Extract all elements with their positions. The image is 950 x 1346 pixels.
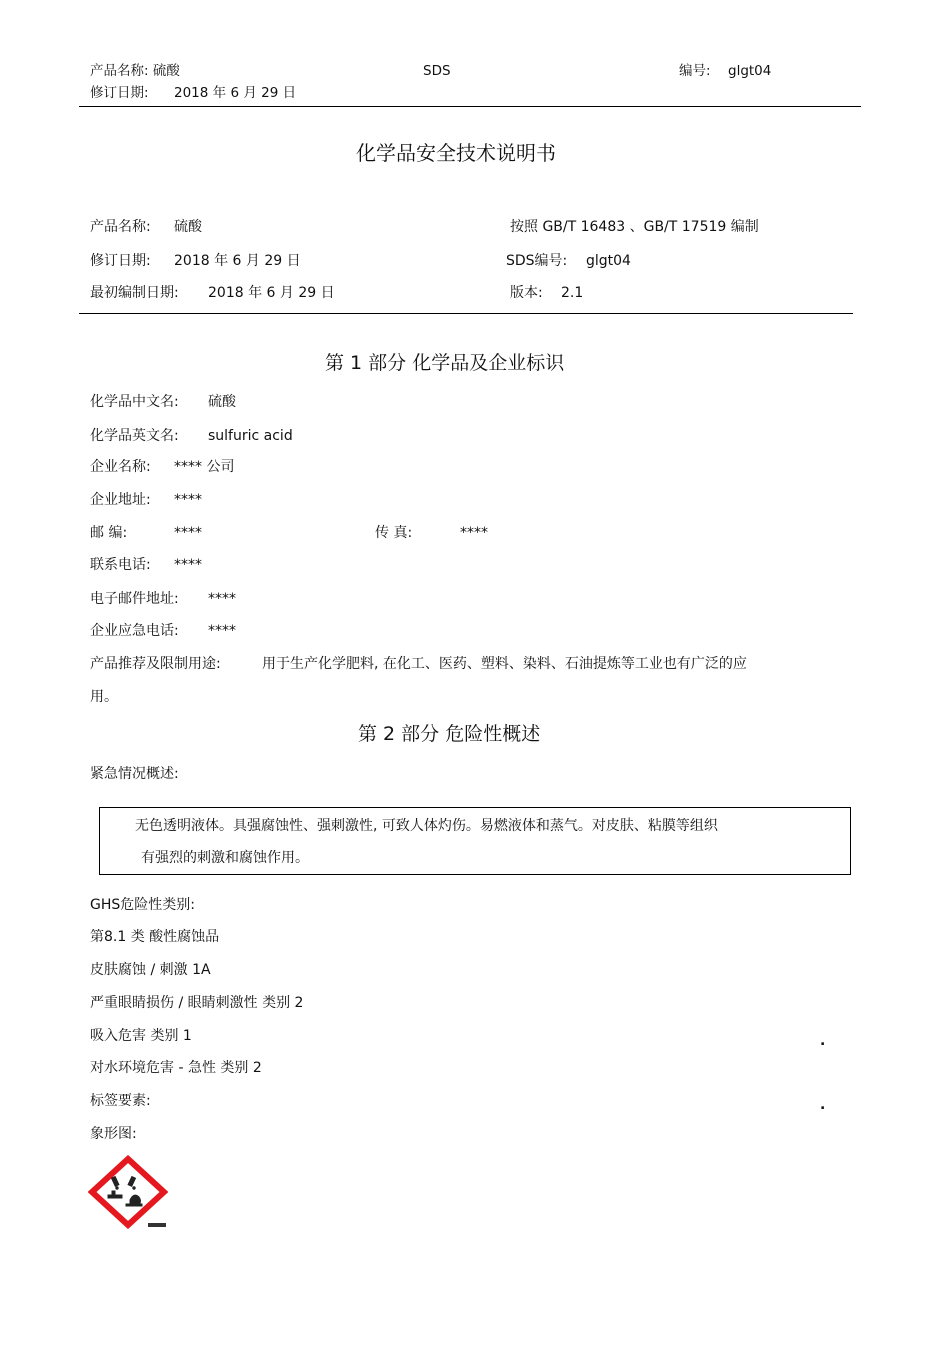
header-revision-value: 2018 年 6 月 29 日 bbox=[174, 85, 297, 101]
usage-continuation: 用。 bbox=[90, 689, 118, 705]
header-code-label: 编号: bbox=[679, 63, 711, 79]
revision-value: 2018 年 6 月 29 日 bbox=[174, 253, 301, 269]
fax-label: 传 真: bbox=[375, 525, 413, 541]
info-rule bbox=[79, 313, 853, 314]
label-elements-label: 标签要素: bbox=[90, 1093, 151, 1109]
postcode-label: 邮 编: bbox=[90, 525, 128, 541]
postcode-value: **** bbox=[174, 525, 202, 541]
hazard-item: 严重眼睛损伤 / 眼睛刺激性 类别 2 bbox=[90, 995, 304, 1011]
header-product: 产品名称: 硫酸 bbox=[90, 63, 180, 79]
product-name-label: 产品名称: bbox=[90, 219, 151, 235]
version-label: 版本: bbox=[510, 285, 543, 301]
address-value: **** bbox=[174, 492, 202, 508]
company-value: **** 公司 bbox=[174, 459, 235, 475]
header-revision-label: 修订日期: bbox=[90, 85, 149, 101]
header-rule bbox=[79, 106, 861, 107]
hazard-item: 第8.1 类 酸性腐蚀品 bbox=[90, 929, 220, 945]
usage-value: 用于生产化学肥料, 在化工、医药、塑料、染料、石油提炼等工业也有广泛的应 bbox=[262, 656, 747, 672]
header-code-value: glgt04 bbox=[728, 63, 772, 79]
phone-value: **** bbox=[174, 557, 202, 573]
first-date-label: 最初编制日期: bbox=[90, 285, 179, 301]
section1-heading: 第 1 部分 化学品及企业标识 bbox=[325, 352, 565, 374]
hazard-item: 对水环境危害 - 急性 类别 2 bbox=[90, 1060, 262, 1076]
email-label: 电子邮件地址: bbox=[90, 591, 179, 607]
section2-heading: 第 2 部分 危险性概述 bbox=[358, 723, 541, 745]
usage-label: 产品推荐及限制用途: bbox=[90, 656, 221, 672]
en-name-value: sulfuric acid bbox=[208, 428, 293, 444]
ghs05-corrosion-icon bbox=[88, 1155, 168, 1229]
hazard-item: 吸入危害 类别 1 bbox=[90, 1028, 192, 1044]
stray-mark: . bbox=[820, 1097, 826, 1113]
phone-label: 联系电话: bbox=[90, 557, 151, 573]
revision-label: 修订日期: bbox=[90, 253, 151, 269]
overview-line-1: 无色透明液体。具强腐蚀性、强刺激性, 可致人体灼伤。易燃液体和蒸气。对皮肤、粘膜等组织 bbox=[135, 818, 718, 834]
sds-code-value: glgt04 bbox=[586, 253, 631, 269]
emergency-phone-value: **** bbox=[208, 623, 236, 639]
company-label: 企业名称: bbox=[90, 459, 151, 475]
version-value: 2.1 bbox=[561, 285, 584, 301]
hazard-item: 皮肤腐蚀 / 刺激 1A bbox=[90, 962, 211, 978]
address-label: 企业地址: bbox=[90, 492, 151, 508]
header-doc-type: SDS bbox=[423, 63, 451, 79]
cn-name-value: 硫酸 bbox=[208, 394, 236, 410]
overview-line-2: 有强烈的刺激和腐蚀作用。 bbox=[141, 850, 309, 866]
cn-name-label: 化学品中文名: bbox=[90, 394, 179, 410]
emergency-phone-label: 企业应急电话: bbox=[90, 623, 179, 639]
emergency-overview-label: 紧急情况概述: bbox=[90, 766, 179, 782]
ghs-category-label: GHS危险性类别: bbox=[90, 897, 195, 913]
standard-text: 按照 GB/T 16483 、GB/T 17519 编制 bbox=[510, 219, 759, 235]
en-name-label: 化学品英文名: bbox=[90, 428, 179, 444]
stray-mark: . bbox=[820, 1033, 826, 1049]
email-value: **** bbox=[208, 591, 236, 607]
pictogram-label: 象形图: bbox=[90, 1126, 137, 1142]
product-name-value: 硫酸 bbox=[174, 219, 202, 235]
first-date-value: 2018 年 6 月 29 日 bbox=[208, 285, 335, 301]
document-title: 化学品安全技术说明书 bbox=[356, 141, 556, 165]
fax-value: **** bbox=[460, 525, 488, 541]
sds-code-label: SDS编号: bbox=[506, 253, 568, 269]
